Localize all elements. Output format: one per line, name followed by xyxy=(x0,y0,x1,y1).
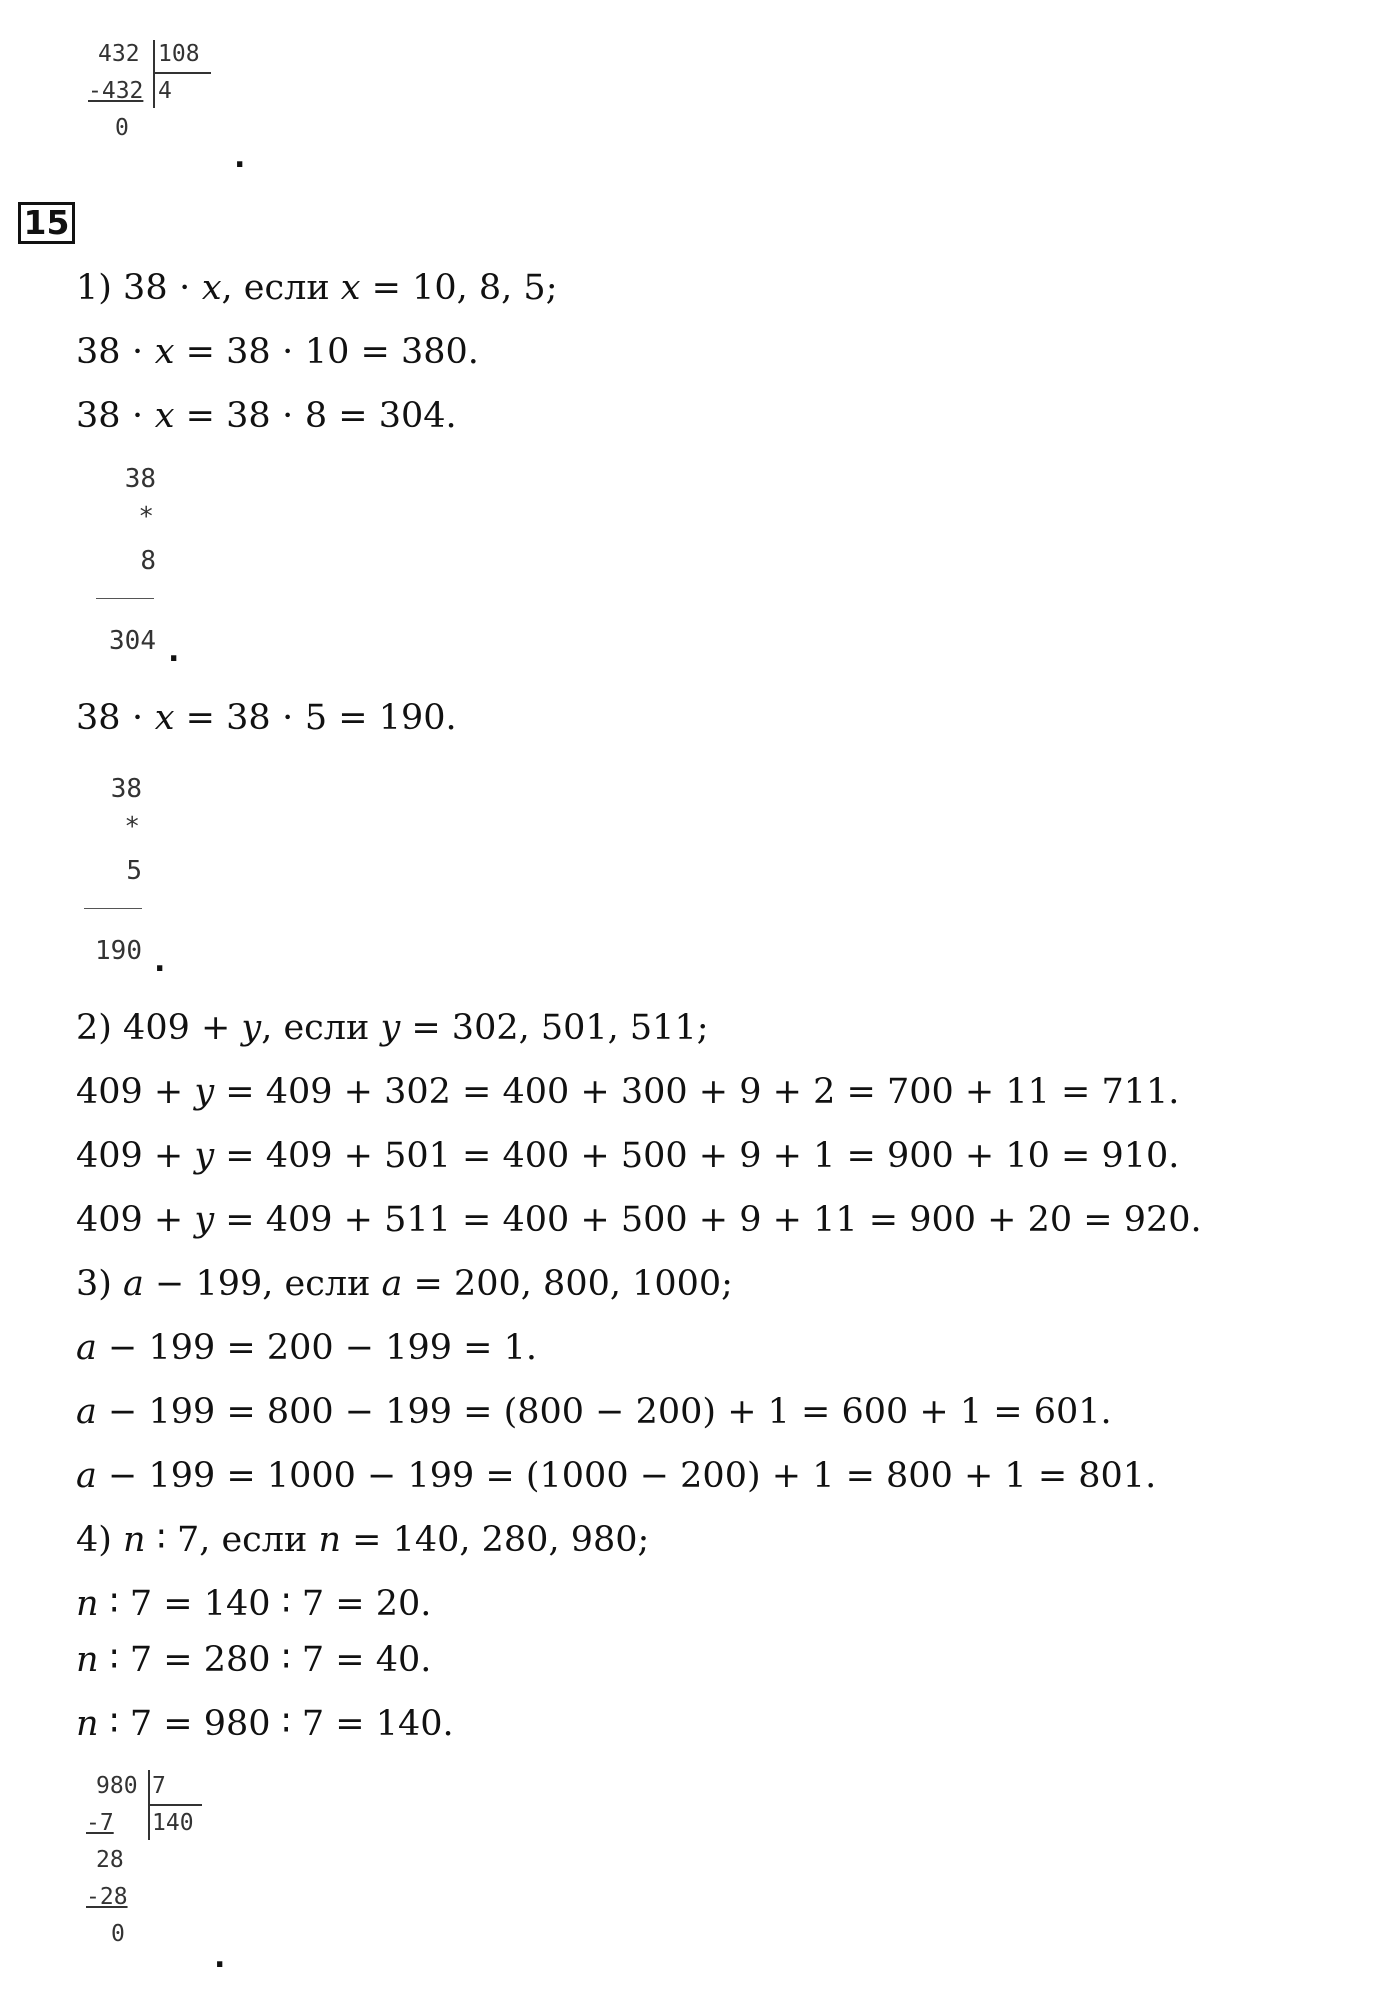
division-vertical-bar xyxy=(153,40,155,108)
task-line-2: 38 ⋅ 𝑥 = 38 ⋅ 10 = 380. xyxy=(76,332,479,372)
subtrahend: -432 xyxy=(88,78,144,104)
task-line-10: 𝑎 − 199 = 200 − 199 = 1. xyxy=(76,1328,537,1368)
product: 304 xyxy=(109,626,156,656)
remainder: 0 xyxy=(115,115,129,141)
task-line-5: 2) 409 + 𝑦, если 𝑦 = 302, 501, 511; xyxy=(76,1008,709,1048)
long-division-432-by-108 xyxy=(88,36,228,151)
division-horizontal-bar xyxy=(148,1804,202,1806)
long-division-980-by-7 xyxy=(86,1768,226,1958)
divisor: 108 xyxy=(158,41,200,67)
task-number-box: 15 xyxy=(18,202,75,244)
multiplicand: 38 xyxy=(124,464,156,494)
quotient: 4 xyxy=(158,78,172,104)
multiplication-38-by-8 xyxy=(96,464,156,664)
task-line-3: 38 ⋅ 𝑥 = 38 ⋅ 8 = 304. xyxy=(76,396,457,436)
product: 190 xyxy=(95,936,142,966)
task-line-1: 1) 38 ⋅ 𝑥, если 𝑥 = 10, 8, 5; xyxy=(76,268,558,308)
task-line-7: 409 + 𝑦 = 409 + 501 = 400 + 500 + 9 + 1 = 900 + 10 = 910. xyxy=(76,1136,1180,1176)
partial-dividend: 28 xyxy=(96,1847,124,1873)
task-line-8: 409 + 𝑦 = 409 + 511 = 400 + 500 + 9 + 11 = 900 + 20 = 920. xyxy=(76,1200,1202,1240)
divisor: 7 xyxy=(152,1773,166,1799)
task-line-4: 38 ⋅ 𝑥 = 38 ⋅ 5 = 190. xyxy=(76,698,457,738)
task-line-9: 3) 𝑎 − 199, если 𝑎 = 200, 800, 1000; xyxy=(76,1264,733,1304)
task-line-11: 𝑎 − 199 = 800 − 199 = (800 − 200) + 1 = 600 + 1 = 601. xyxy=(76,1392,1112,1432)
multiply-sign: * xyxy=(138,502,154,532)
dividend: 432 xyxy=(98,41,140,67)
trailing-dot: . xyxy=(168,634,180,669)
result-line xyxy=(96,598,154,599)
multiplicand: 38 xyxy=(110,774,142,804)
task-line-16: 𝑛 ∶ 7 = 980 ∶ 7 = 140. xyxy=(76,1704,454,1744)
task-line-15: 𝑛 ∶ 7 = 280 ∶ 7 = 40. xyxy=(76,1640,432,1680)
task-line-6: 409 + 𝑦 = 409 + 302 = 400 + 300 + 9 + 2 = 700 + 11 = 711. xyxy=(76,1072,1180,1112)
multiplication-38-by-5 xyxy=(82,774,142,974)
quotient: 140 xyxy=(152,1810,194,1836)
remainder: 0 xyxy=(111,1921,125,1947)
multiplier: 8 xyxy=(140,546,156,576)
task-line-14: 𝑛 ∶ 7 = 140 ∶ 7 = 20. xyxy=(76,1584,432,1624)
multiply-sign: * xyxy=(124,812,140,842)
second-subtrahend: -28 xyxy=(86,1884,128,1910)
first-subtrahend: -7 xyxy=(86,1810,114,1836)
result-line xyxy=(84,908,142,909)
division-horizontal-bar xyxy=(153,72,211,74)
trailing-dot: . xyxy=(154,944,166,979)
trailing-dot: . xyxy=(234,140,246,175)
task-line-13: 4) 𝑛 ∶ 7, если 𝑛 = 140, 280, 980; xyxy=(76,1520,650,1560)
trailing-dot: . xyxy=(214,1940,226,1975)
dividend: 980 xyxy=(96,1773,138,1799)
multiplier: 5 xyxy=(126,856,142,886)
task-line-12: 𝑎 − 199 = 1000 − 199 = (1000 − 200) + 1 = 800 + 1 = 801. xyxy=(76,1456,1157,1496)
